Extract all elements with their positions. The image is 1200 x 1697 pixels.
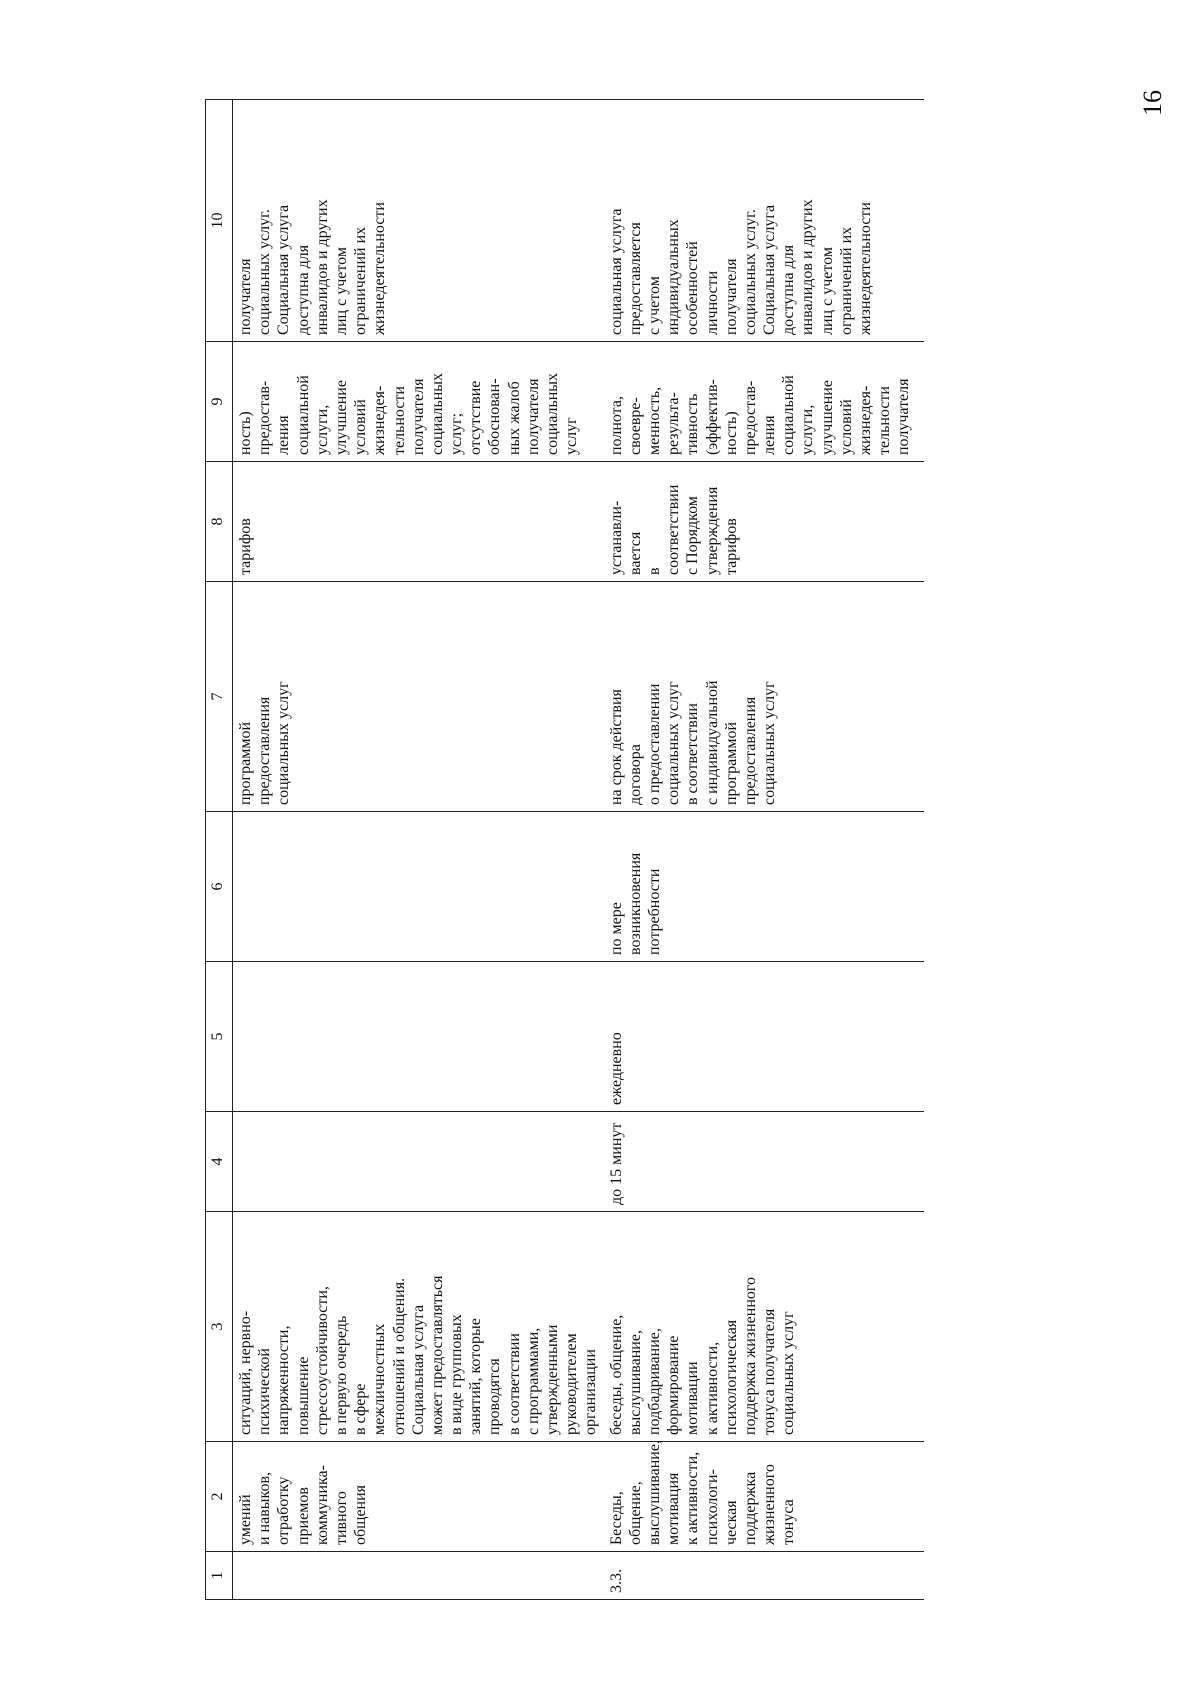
table-row <box>233 100 604 1600</box>
col-header-8: 8 <box>206 462 233 582</box>
row-number-cell <box>233 1552 604 1600</box>
table-row <box>604 100 924 1600</box>
service-description-cell: ситуаций, нервно- психической напряженности, повышение стрессоустойчивости, в первую очередь в сфере межличностных отношений и общения. Социальная услуга может предоставляться в виде групповых занятий, которые проводятся в соответствии с программами, утвержденными руководителем организации <box>233 1212 604 1442</box>
conditions-cell: получателя социальных услуг. Социальная услуга доступна для инвалидов и других лиц с учетом ограничений их жизнедеятельности <box>233 100 604 342</box>
tariff-cell: устанавли- вается в соответствии с Порядком утверждения тарифов <box>604 462 924 582</box>
service-name-cell: Беседы, общение, выслушивание, мотивация к активности, психологи- ческая поддержка жизненного тонуса <box>604 1442 924 1552</box>
service-name-cell: умений и навыков, отработку приемов коммуника- тивного общения <box>233 1442 604 1552</box>
periodicity-cell: по мере возникновения потребности <box>604 812 924 962</box>
term-cell: на срок действия договора о предоставлении социальных услуг в соответствии с индивидуальной программой предоставления социальных услуг <box>604 582 924 812</box>
col-header-10: 10 <box>206 100 233 342</box>
quality-indicators-cell: ность) предостав- ления социальной услуги, улучшение условий жизнедея- тельности получателя социальных услуг; отсутствие обоснован- ных жалоб получателя социальных услуг <box>233 342 604 462</box>
col-header-4: 4 <box>206 1112 233 1212</box>
row-number-cell: 3.3. <box>604 1552 924 1600</box>
col-header-7: 7 <box>206 582 233 812</box>
frequency-cell <box>233 962 604 1112</box>
duration-cell: до 15 минут <box>604 1112 924 1212</box>
term-cell: программой предоставления социальных услуг <box>233 582 604 812</box>
column-number-header <box>206 100 233 1600</box>
col-header-2: 2 <box>206 1442 233 1552</box>
col-header-3: 3 <box>206 1212 233 1442</box>
conditions-cell: социальная услуга предоставляется с учетом индивидуальных особенностей личности получателя социальных услуг. Социальная услуга доступна для инвалидов и других лиц с учетом ограничений их жизнедеятельности <box>604 100 924 342</box>
rotated-table-container <box>205 100 965 1600</box>
page-number: 16 <box>1138 90 1167 116</box>
col-header-9: 9 <box>206 342 233 462</box>
col-header-1: 1 <box>206 1552 233 1600</box>
col-header-5: 5 <box>206 962 233 1112</box>
services-table <box>205 99 924 1600</box>
periodicity-cell <box>233 812 604 962</box>
quality-indicators-cell: полнота, своевре- менность, результа- тивность (эффектив- ность) предостав- ления социальной услуги, улучшение условий жизнедея- тельности получателя <box>604 342 924 462</box>
col-header-6: 6 <box>206 812 233 962</box>
tariff-cell: тарифов <box>233 462 604 582</box>
duration-cell <box>233 1112 604 1212</box>
service-description-cell: беседы, общение, выслушивание, подбадривание, формирование мотивации к активности, психологическая поддержка жизненного тонуса получателя социальных услуг <box>604 1212 924 1442</box>
frequency-cell: ежедневно <box>604 962 924 1112</box>
